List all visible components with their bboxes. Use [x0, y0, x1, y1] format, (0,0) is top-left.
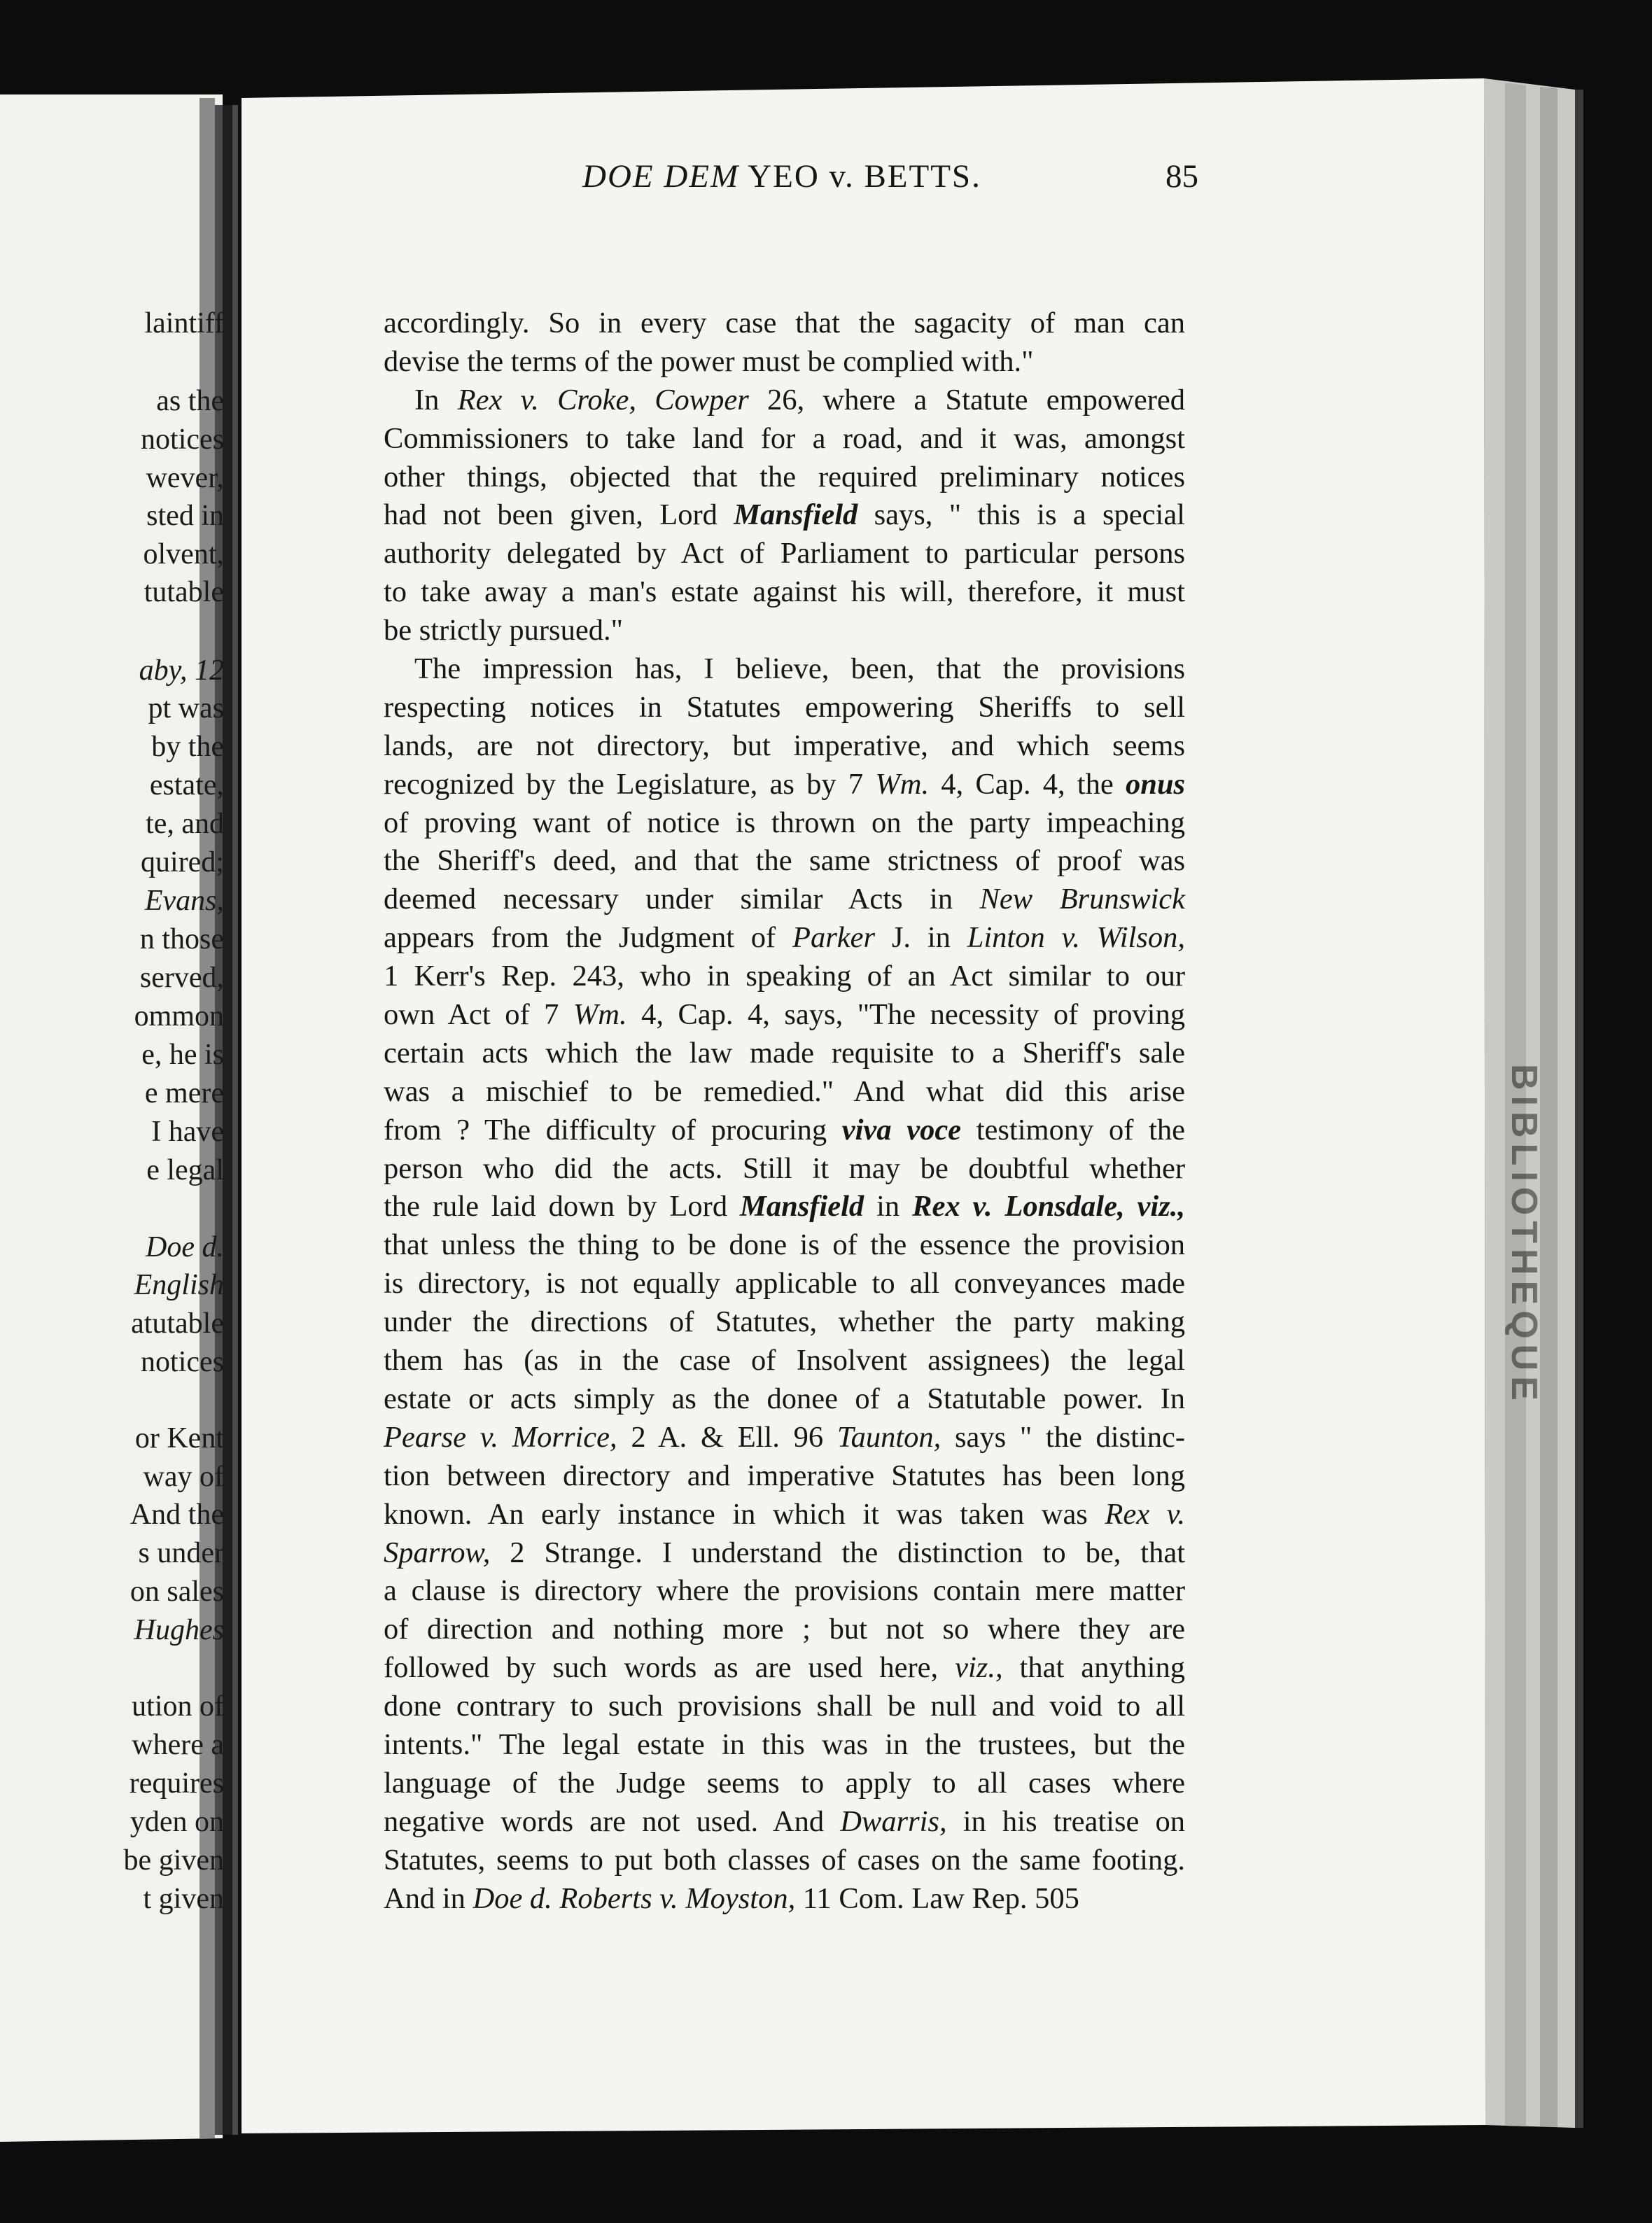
text-run: testimony of the	[961, 1113, 1185, 1146]
running-head-rest: YEO v. BETTS.	[739, 158, 981, 195]
text-run: The impression has, I believe, been, that the provisions	[414, 652, 1185, 686]
facing-page-line: or Kent	[134, 1422, 224, 1454]
text-line	[384, 1150, 1185, 1188]
italic-run: viva voce	[841, 1113, 962, 1146]
facing-page-line: requires	[129, 1767, 224, 1800]
facing-page-line: tutable	[144, 576, 224, 608]
text-line	[384, 1649, 1185, 1688]
text-run: deemed necessary under similar Acts in	[384, 883, 980, 916]
text-run: to take away a man's estate against his will, therefore, it must	[384, 575, 1185, 609]
text-run: of direction and nothing more ; but not so where they are	[384, 1613, 1185, 1646]
text-run: negative words are not used. And	[384, 1804, 841, 1838]
text-run: was a mischief to be remedied." And what did this arise	[384, 1074, 1185, 1108]
text-run: 2 A. & Ell. 96	[617, 1420, 837, 1454]
text-run: accordingly. So in every case that the sagacity of man can	[384, 307, 1185, 339]
text-line	[384, 1265, 1185, 1303]
facing-page-line: ommon	[134, 1000, 224, 1032]
text-line	[384, 1611, 1185, 1649]
facing-page-line: wever,	[146, 462, 224, 494]
text-run: respecting notices in Statutes empowering Sheriffs to sell	[384, 690, 1185, 724]
text-run: Commissioners to take land for a road, and it was, amongst	[384, 421, 1185, 455]
text-run: says, " this is a special	[858, 498, 1185, 532]
text-run: the rule laid down by Lord	[384, 1190, 741, 1223]
facing-page-line: atutable	[131, 1307, 224, 1340]
text-run: had not been given, Lord	[384, 498, 734, 532]
text-line	[384, 919, 1185, 958]
text-line	[384, 804, 1185, 843]
facing-page-line: way of	[143, 1461, 224, 1493]
library-stamp	[1499, 1064, 1548, 1406]
italic-run: Pearse v. Morrice,	[384, 1420, 617, 1454]
italic-run: onus	[1125, 767, 1186, 801]
text-line	[384, 881, 1185, 919]
text-line	[384, 612, 1185, 650]
text-run: of proving want of notice is thrown on the party impeaching	[384, 806, 1185, 839]
text-run: that anything	[1002, 1651, 1185, 1685]
facing-page-line: Doe d.	[146, 1231, 224, 1263]
text-run: 4, Cap. 4, the	[929, 767, 1126, 801]
italic-run: Rex v.	[1105, 1497, 1185, 1531]
text-run: says " the distinc-	[941, 1420, 1185, 1454]
text-run: language of the Judge seems to apply to all cases where	[384, 1766, 1185, 1800]
facing-page-line: s under	[138, 1537, 224, 1569]
text-line	[384, 842, 1185, 881]
facing-page-line: n those	[139, 923, 224, 955]
text-run: In	[414, 383, 458, 416]
facing-page-line: notices	[141, 423, 224, 456]
facing-page-line: te, and	[146, 808, 224, 840]
text-line	[384, 996, 1185, 1035]
text-line	[384, 304, 1185, 343]
text-line	[384, 1188, 1185, 1226]
text-line	[384, 958, 1185, 996]
text-line	[384, 727, 1185, 766]
text-run: them has (as in the case of Insolvent assignees) the legal	[384, 1344, 1185, 1377]
text-run: estate or acts simply as the donee of a Statutable power. In	[384, 1382, 1185, 1415]
text-run: devise the terms of the power must be complied with."	[384, 344, 1034, 378]
text-run: 2 Strange. I understand the distinction to be, that	[490, 1536, 1185, 1569]
facing-page-line: estate,	[149, 769, 224, 801]
library-stamp-text: BIBLIOTHEQUE	[1504, 1064, 1544, 1406]
text-run: done contrary to such provisions shall be null and void to all	[384, 1690, 1185, 1723]
text-line	[384, 1726, 1185, 1765]
facing-page-line: olvent,	[143, 538, 224, 570]
italic-run: Taunton,	[836, 1420, 941, 1454]
text-run: in his treatise on	[946, 1804, 1185, 1838]
text-run: person who did the acts. Still it may be doubtful whether	[384, 1151, 1185, 1185]
text-line	[384, 1380, 1185, 1419]
italic-run: Rex v. Lonsdale, viz.,	[912, 1190, 1186, 1223]
text-run: J. in	[875, 921, 967, 955]
italic-run: Sparrow,	[384, 1536, 491, 1569]
facing-page-line: yden on	[130, 1806, 224, 1838]
italic-run: Parker	[792, 921, 876, 955]
text-line	[384, 1226, 1185, 1265]
text-line	[384, 1035, 1185, 1073]
text-run: followed by such words as are used here,	[384, 1651, 955, 1685]
text-line	[384, 1842, 1185, 1880]
text-run: certain acts which the law made requisite to a Sheriff's sale	[384, 1036, 1185, 1070]
facing-page-line: e mere	[144, 1077, 224, 1109]
facing-page-line: I have	[151, 1116, 224, 1148]
text-run: appears from the Judgment of	[384, 921, 793, 955]
text-run: Statutes, seems to put both classes of cases on the same footing.	[384, 1843, 1185, 1877]
text-run: 1 Kerr's Rep. 243, who in speaking of an Act similar to our	[384, 960, 1185, 993]
text-run: recognized by the Legislature, as by 7	[384, 767, 876, 801]
text-line	[384, 496, 1185, 535]
text-run: 4, Cap. 4, says, "The necessity of proving	[626, 998, 1185, 1032]
text-line	[384, 1112, 1185, 1150]
facing-page-line: sted in	[146, 500, 224, 532]
facing-page-line: quired;	[141, 846, 224, 878]
facing-page-line: where a	[132, 1729, 224, 1761]
text-run: tion between directory and imperative Statutes has been long	[384, 1459, 1185, 1492]
italic-run: Mansfield	[734, 498, 858, 532]
text-run: own Act of 7	[384, 998, 573, 1032]
text-line	[384, 535, 1185, 573]
facing-page-line: Hughes	[134, 1614, 224, 1646]
text-line	[384, 1572, 1185, 1611]
facing-page-line: on sales	[130, 1576, 224, 1608]
text-line	[384, 1303, 1185, 1342]
italic-run: Dwarris,	[840, 1804, 947, 1838]
text-line	[384, 573, 1185, 612]
facing-page-line: ution of	[132, 1690, 224, 1723]
facing-page-line: served,	[139, 962, 224, 994]
facing-page-line: pt was	[148, 692, 224, 724]
facing-page-line: e legal	[146, 1154, 224, 1186]
facing-page-line: e, he is	[141, 1039, 224, 1071]
text-run: And in	[384, 1881, 473, 1915]
text-line	[384, 1765, 1185, 1803]
page-number: 85	[1166, 158, 1198, 195]
text-run: 11 Com. Law Rep. 505	[795, 1881, 1079, 1915]
text-line	[384, 1342, 1185, 1380]
text-line	[384, 1880, 1185, 1919]
text-run: from ? The difficulty of procuring	[384, 1113, 842, 1146]
text-run: is directory, is not equally applicable to all conveyances made	[384, 1267, 1185, 1300]
text-line	[384, 1419, 1185, 1457]
text-line	[384, 1803, 1185, 1842]
facing-page-line: Evans,	[144, 885, 224, 917]
body-text	[384, 304, 1185, 1918]
text-run: lands, are not directory, but imperative, and which seems	[384, 729, 1185, 762]
italic-run: viz.,	[955, 1651, 1003, 1685]
text-line	[384, 343, 1185, 381]
text-line	[384, 1457, 1185, 1496]
facing-page-line: aby, 12	[139, 654, 224, 687]
running-head-italic: DOE DEM	[582, 158, 740, 195]
italic-run: Mansfield	[740, 1190, 864, 1223]
text-run: be strictly pursued."	[384, 614, 623, 647]
text-line	[384, 1496, 1185, 1534]
italic-run: Wm.	[573, 998, 627, 1032]
text-run: authority delegated by Act of Parliament to particular persons	[384, 537, 1185, 570]
text-run: known. An early instance in which it was taken was	[384, 1497, 1105, 1531]
facing-page-line: And the	[130, 1499, 224, 1531]
text-line	[384, 650, 1185, 689]
facing-page-line: by the	[151, 731, 224, 763]
text-run: that unless the thing to be done is of the essence the provision	[384, 1228, 1185, 1262]
facing-page-line: English	[134, 1269, 224, 1301]
text-run: in	[864, 1190, 913, 1223]
text-line	[384, 1534, 1185, 1573]
facing-page-line: laintiff	[144, 307, 224, 339]
facing-page-line: t given	[143, 1883, 224, 1915]
text-run: 26, where a Statute empowered	[748, 383, 1185, 416]
running-head	[582, 155, 1198, 197]
facing-page-line: as the	[156, 385, 224, 417]
facing-page-line: notices	[141, 1346, 224, 1378]
text-line	[384, 689, 1185, 727]
italic-run: Doe d. Roberts v. Moyston,	[472, 1881, 796, 1915]
text-run: a clause is directory where the provisions contain mere matter	[384, 1574, 1185, 1608]
text-line	[384, 458, 1185, 497]
text-run: the Sheriff's deed, and that the same strictness of proof was	[384, 844, 1185, 878]
text-line	[384, 766, 1185, 804]
italic-run: Wm.	[875, 767, 930, 801]
text-line	[384, 420, 1185, 458]
text-run: under the directions of Statutes, whether the party making	[384, 1305, 1185, 1339]
italic-run: Rex v. Croke, Cowper	[457, 383, 749, 416]
running-head-title	[582, 155, 981, 197]
text-line	[384, 381, 1185, 420]
text-line	[384, 1073, 1185, 1112]
text-run: other things, objected that the required preliminary notices	[384, 460, 1185, 493]
italic-run: New Brunswick	[979, 883, 1185, 916]
text-run: intents." The legal estate in this was in the trustees, but the	[384, 1727, 1185, 1761]
text-line	[384, 1688, 1185, 1726]
italic-run: Linton v. Wilson,	[967, 921, 1185, 955]
facing-page-line: be given	[123, 1844, 224, 1877]
